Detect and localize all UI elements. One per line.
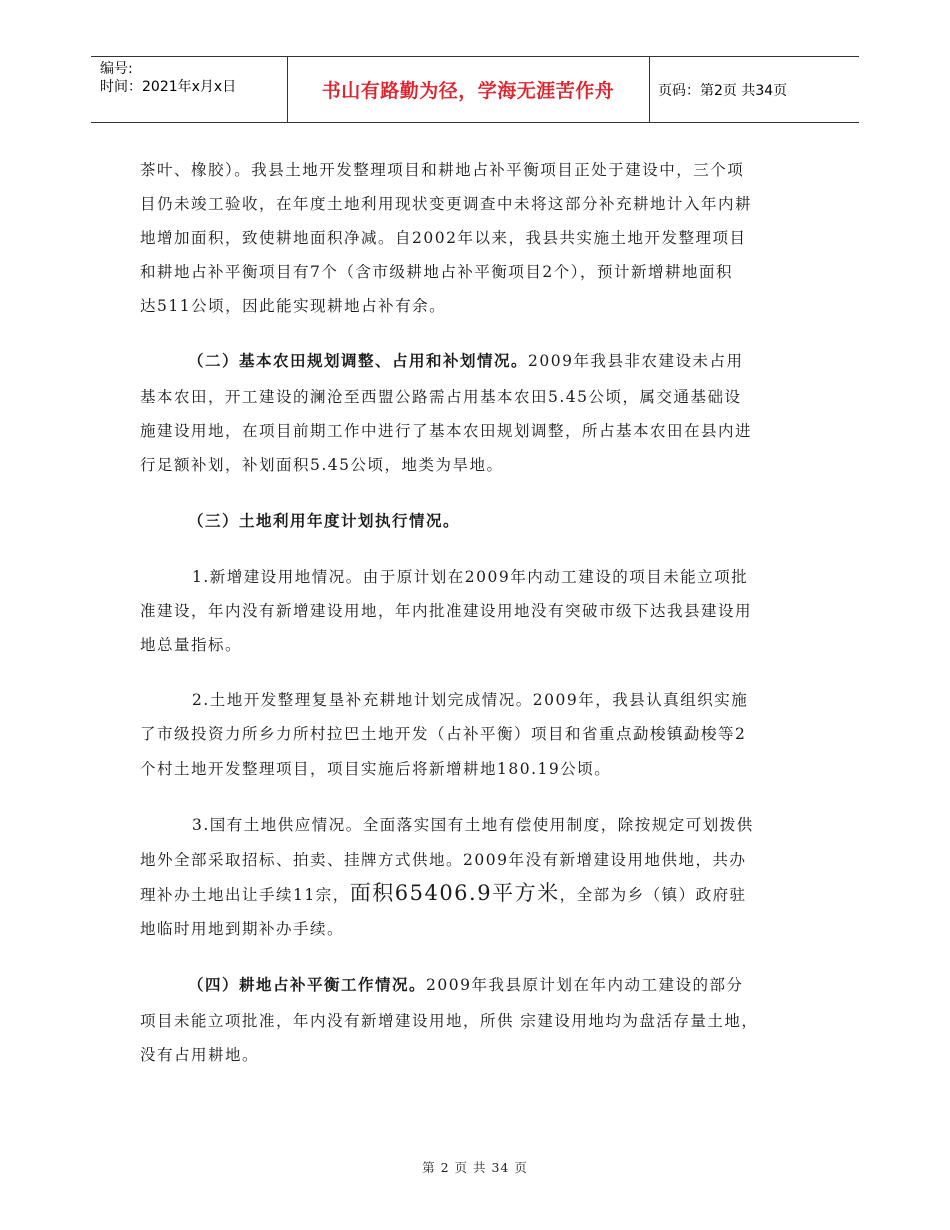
body-line: 地临时用地到期补办手续。 [140,920,345,938]
enlarged-area-text: 面积65406.9平方米 [349,881,560,905]
section-heading-3: （三）土地利用年度计划执行情况。 [188,512,461,530]
header-divider-right [649,56,650,122]
body-text: ，全部为乡（镇）政府驻 [559,886,747,904]
body-line: 地总量指标。 [140,636,243,654]
doc-number-label: 编号: [100,61,133,77]
body-line: 施建设用地，在项目前期工作中进行了基本农田规划调整，所占基本农田在县内进 [140,422,753,440]
body-text: 理补办土地出让手续11宗， [140,886,350,904]
header-motto: 书山有路勤为径，学海无涯苦作舟 [321,80,615,102]
body-text: 2009年我县原计划在年内动工建设的部分 [426,976,744,994]
item-1-first-line: 1.新增建设用地情况。由于原计划在2009年内动工建设的项目未能立项批 [192,568,749,586]
item-3-first-line: 3.国有土地供应情况。全面落实国有土地有偿使用制度，除按规定可划拨供 [192,816,754,834]
body-line: 地增加面积，致使耕地面积净减。自2002年以来，我县共实施土地开发整理项目 [140,229,747,247]
body-text: 2009年我县非农建设未占用 [528,352,744,370]
page-footer: 第 2 页 共 34 页 [422,1160,528,1175]
header-bottom-rule [91,122,859,123]
body-line: 目仍未竣工验收，在年度土地利用现状变更调查中未将这部分补充耕地计入年内耕 [140,195,753,213]
body-line: 和耕地占补平衡项目有7个（含市级耕地占补平衡项目2个），预计新增耕地面积 [140,263,733,281]
body-line: 项目未能立项批准，年内没有新增建设用地，所供 宗建设用地均为盘活存量土地， [140,1012,759,1030]
body-line: 行足额补划，补划面积5.45公顷，地类为旱地。 [140,456,504,474]
item-2-first-line: 2.土地开发整理复垦补充耕地计划完成情况。2009年，我县认真组织实施 [192,691,749,709]
header-page-code: 页码：第2页 共34页 [658,83,788,99]
doc-time: 时间：2021年x月x日 [100,79,237,95]
section-2-first-line [188,349,743,371]
header-top-rule [91,56,859,57]
section-heading-2: （二）基本农田规划调整、占用和补划情况。 [188,352,529,370]
body-line: 地外全部采取招标、拍卖、挂牌方式供地。2009年没有新增建设用地供地，共办 [140,851,747,869]
body-line: 基本农田，开工建设的澜沧至西盟公路需占用基本农田5.45公顷，属交通基础设 [140,388,742,406]
body-line: 个村土地开发整理项目，项目实施后将新增耕地180.19公顷。 [140,760,612,778]
section-heading-4: （四）耕地占补平衡工作情况。 [188,976,427,994]
body-line: 茶叶、橡胶）。我县土地开发整理项目和耕地占补平衡项目正处于建设中，三个项 [140,161,745,179]
body-line: 准建设，年内没有新增建设用地，年内批准建设用地没有突破市级下达我县建设用 [140,602,753,620]
body-line: 没有占用耕地。 [140,1046,260,1064]
mixed-size-line [140,877,747,907]
section-4-first-line [188,973,743,995]
body-line: 达511公顷，因此能实现耕地占补有余。 [140,297,447,315]
body-line: 了市级投资力所乡力所村拉巴土地开发（占补平衡）项目和省重点勐梭镇勐梭等2 [140,725,747,743]
